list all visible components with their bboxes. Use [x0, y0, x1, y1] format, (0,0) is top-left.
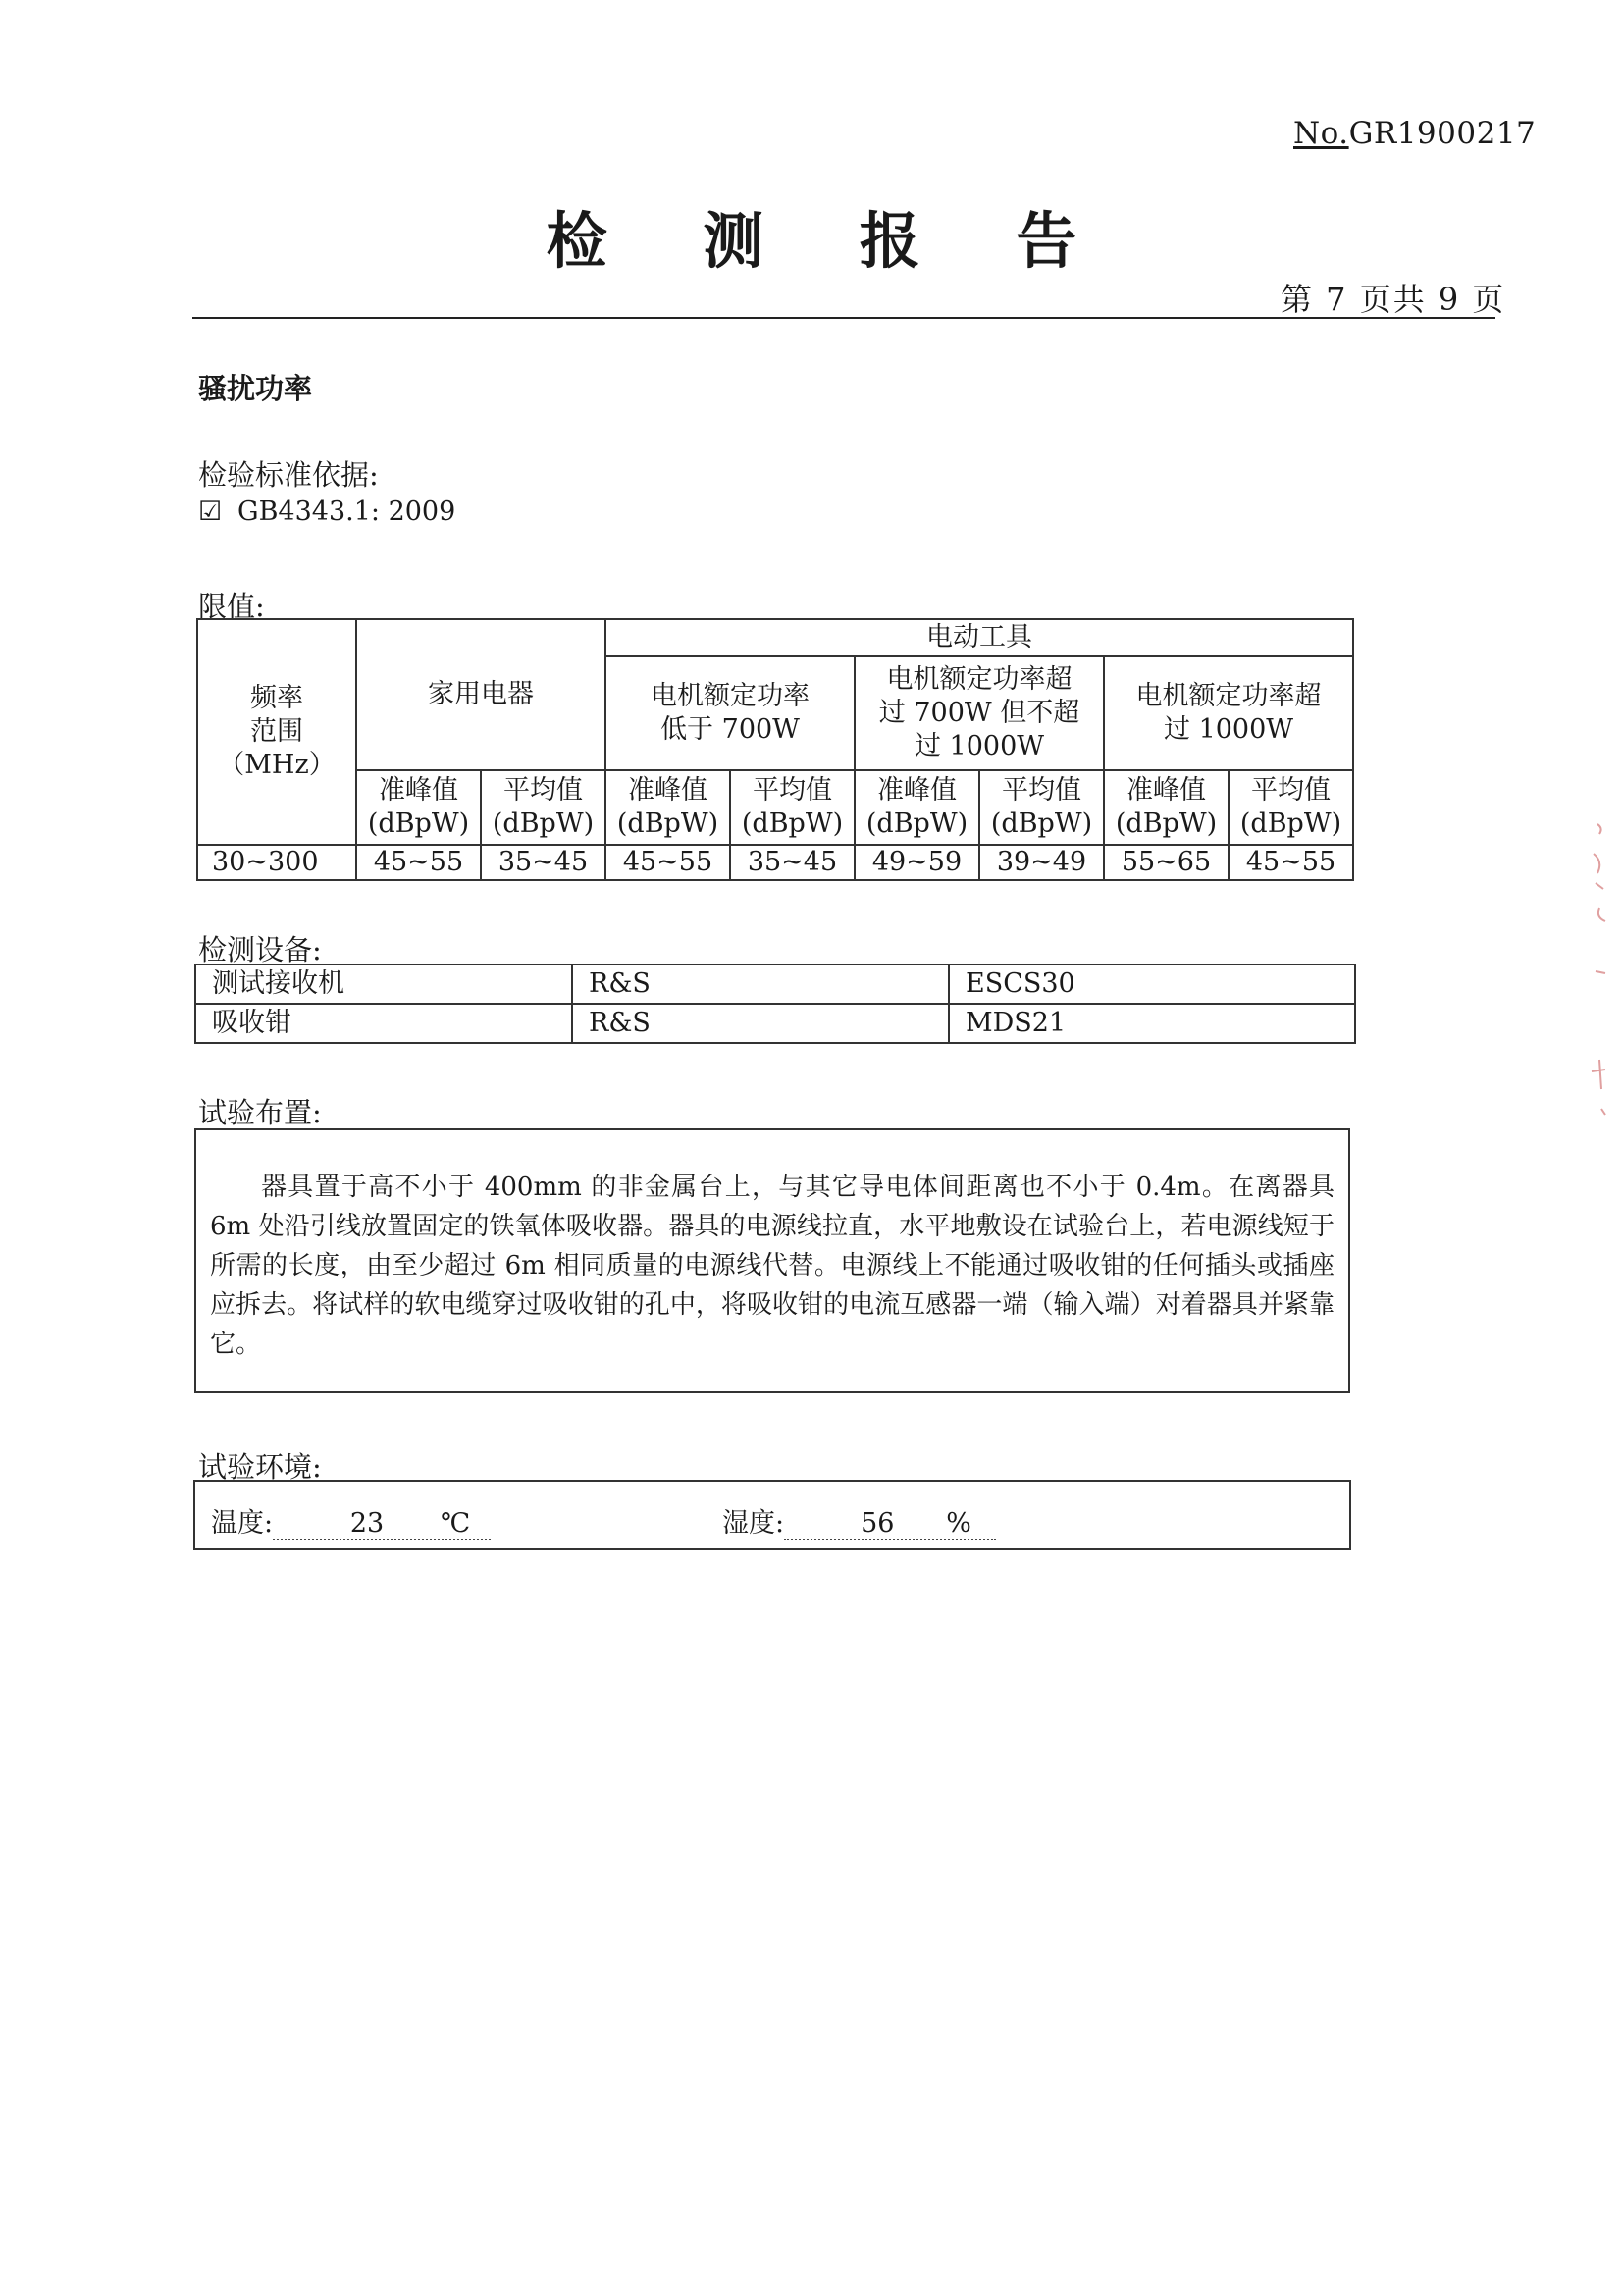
average-header [481, 770, 605, 845]
qp-label: 准峰值 [628, 775, 707, 807]
standard-code: GB4343.1: 2009 [237, 496, 456, 527]
report-number [1293, 116, 1536, 151]
tool-group-line: 过 1000W [914, 730, 1045, 761]
limits-table [196, 618, 1354, 881]
table-row [195, 1004, 1355, 1043]
temperature-value: 23 [349, 1508, 385, 1539]
unit-label: (dBpW) [1239, 809, 1342, 839]
equipment-name: 吸收钳 [195, 1004, 572, 1043]
unit-label: (dBpW) [367, 809, 470, 839]
tool-group-header [855, 656, 1104, 770]
avg-label: 平均值 [1002, 775, 1081, 807]
header-divider [192, 317, 1495, 319]
humidity-label: 湿度: [722, 1508, 785, 1539]
environment-box [193, 1480, 1351, 1550]
document-title: 检 测 报 告 [546, 205, 1115, 277]
section-title: 骚扰功率 [198, 372, 313, 405]
unit-label: (dBpW) [1115, 809, 1218, 839]
seal-edge-mark [1588, 814, 1617, 1128]
qp-label: 准峰值 [379, 775, 458, 807]
equipment-model: MDS21 [949, 1004, 1355, 1043]
table-row [195, 965, 1355, 1004]
qp-label: 准峰值 [877, 775, 957, 807]
equipment-maker: R&S [572, 1004, 949, 1043]
table-row [197, 845, 1353, 880]
power-tools-header: 电动工具 [605, 619, 1353, 656]
limit-cell: 45~55 [605, 845, 730, 880]
household-header: 家用电器 [356, 619, 605, 770]
quasi-peak-header [1104, 770, 1229, 845]
avg-label: 平均值 [753, 775, 832, 807]
tool-group-line: 电机额定功率超 [1135, 681, 1322, 712]
equipment-name: 测试接收机 [195, 965, 572, 1004]
tool-group-line: 过 700W 但不超 [878, 698, 1080, 729]
average-header [1229, 770, 1353, 845]
temperature-field [211, 1501, 491, 1540]
temperature-unit: ℃ [441, 1508, 471, 1539]
freq-header-line3: （MHz） [218, 749, 336, 780]
humidity-value: 56 [861, 1508, 895, 1539]
average-header [979, 770, 1104, 845]
limit-cell: 49~59 [855, 845, 979, 880]
freq-header-line2: 范围 [250, 716, 303, 748]
standard-item [198, 496, 455, 527]
temperature-value-line [273, 1508, 491, 1540]
limit-cell: 45~55 [356, 845, 481, 880]
equipment-maker: R&S [572, 965, 949, 1004]
tool-group-line: 电机额定功率 [651, 681, 810, 712]
environment-heading: 试验环境: [198, 1450, 322, 1484]
unit-label: (dBpW) [492, 809, 595, 839]
equipment-heading: 检测设备: [198, 933, 322, 966]
equipment-model: ESCS30 [949, 965, 1355, 1004]
report-number-value: GR1900217 [1348, 116, 1537, 151]
standard-heading: 检验标准依据: [198, 458, 379, 492]
report-number-prefix: No. [1293, 116, 1349, 151]
limit-cell: 55~65 [1104, 845, 1229, 880]
humidity-unit: % [946, 1508, 971, 1539]
humidity-value-line [784, 1508, 996, 1540]
quasi-peak-header [356, 770, 481, 845]
tool-group-header [1104, 656, 1353, 770]
limit-cell: 45~55 [1229, 845, 1353, 880]
average-header [730, 770, 855, 845]
avg-label: 平均值 [503, 775, 583, 807]
avg-label: 平均值 [1251, 775, 1332, 807]
limit-cell: 35~45 [481, 845, 605, 880]
unit-label: (dBpW) [990, 809, 1093, 839]
layout-box [194, 1128, 1350, 1393]
unit-label: (dBpW) [741, 809, 844, 839]
freq-header [197, 619, 356, 845]
equipment-table [194, 964, 1356, 1044]
quasi-peak-header [855, 770, 979, 845]
page-indicator: 第 7 页共 9 页 [1281, 281, 1506, 318]
limit-cell: 39~49 [979, 845, 1104, 880]
tool-group-line: 电机额定功率超 [886, 664, 1073, 696]
freq-cell: 30~300 [197, 845, 356, 880]
humidity-field [722, 1501, 996, 1540]
tool-group-line: 过 1000W [1163, 714, 1294, 745]
temperature-label: 温度: [211, 1508, 274, 1539]
unit-label: (dBpW) [616, 809, 719, 839]
checkbox-checked-icon: ☑ [198, 496, 223, 527]
layout-heading: 试验布置: [198, 1096, 322, 1129]
unit-label: (dBpW) [865, 809, 969, 839]
tool-group-header [605, 656, 855, 770]
layout-description: 器具置于高不小于 400mm 的非金属台上，与其它导电体间距离也不小于 0.4m。在离器具 6m 处沿引线放置固定的铁氧体吸收器。器具的电源线拉直，水平地敷设在试验台上，若电源线短于所需的长度，由至少超过 6m 相同质量的电源线代替。电源线上不能通过吸收钳的任何插头或插座应拆去。将试样的软电缆穿过吸收钳的孔中，将吸收钳的电流互感器一端（输入端）对着器具并紧靠它。 [210, 1173, 1335, 1359]
limits-heading: 限值: [198, 590, 265, 623]
tool-group-line: 低于 700W [660, 714, 800, 745]
freq-header-line1: 频率 [250, 683, 303, 714]
quasi-peak-header [605, 770, 730, 845]
qp-label: 准峰值 [1126, 775, 1206, 807]
limit-cell: 35~45 [730, 845, 855, 880]
